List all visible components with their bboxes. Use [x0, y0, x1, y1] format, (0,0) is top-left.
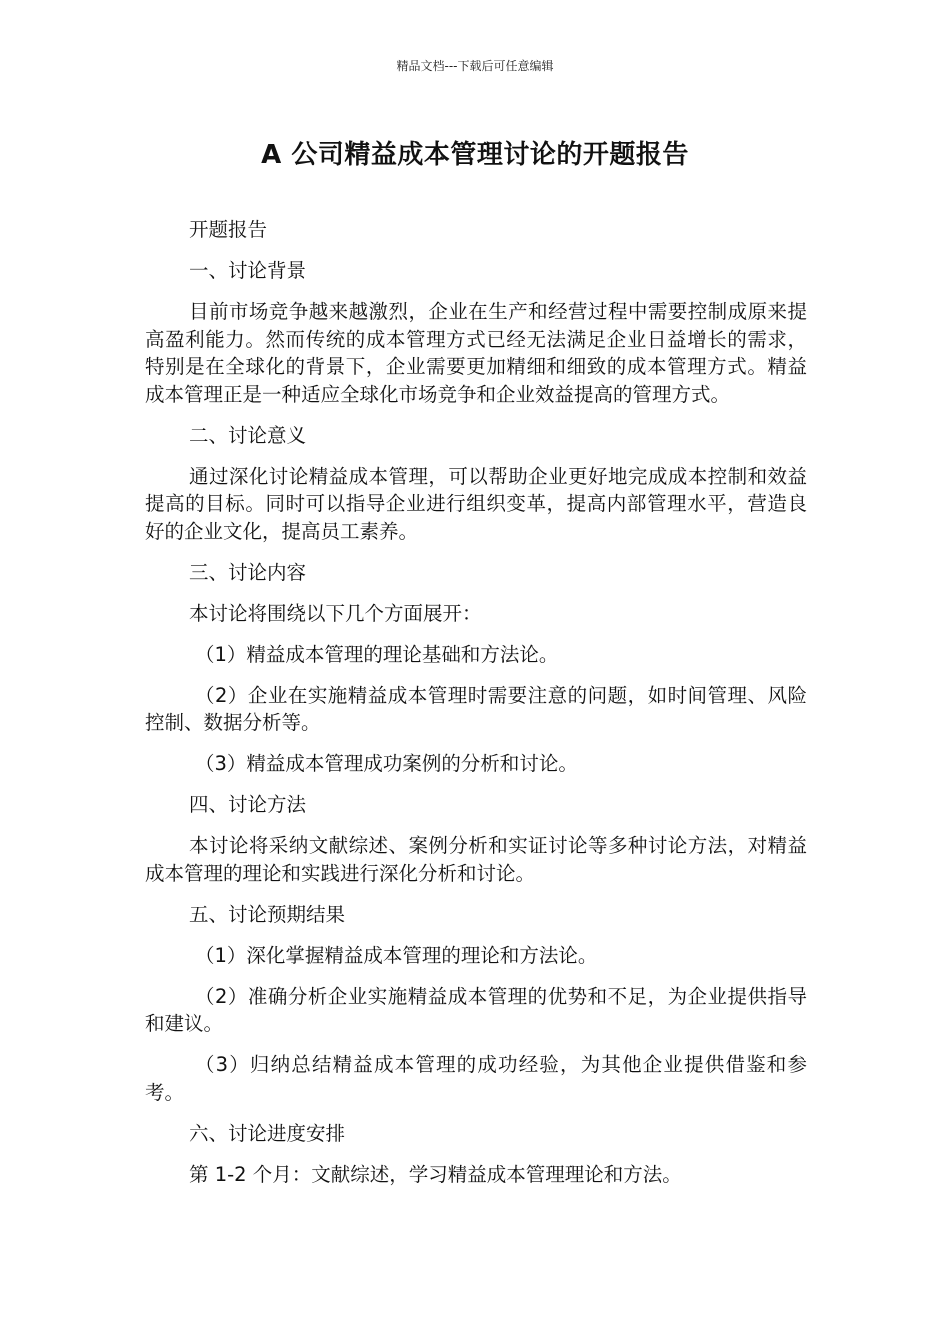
heading-method: 四、讨论方法 [189, 793, 307, 816]
header-note: 精品文档---下载后可任意编辑 [396, 59, 554, 73]
list-item-result-1: （1）深化掌握精益成本管理的理论和方法论。 [195, 943, 598, 967]
list-item-content-3: （3）精益成本管理成功案例的分析和讨论。 [195, 752, 578, 775]
paragraph-method: 本讨论将采纳文献综述、案例分析和实证讨论等多种讨论方法，对精益成本管理的理论和实践进行深化分析和讨论。 [145, 834, 807, 885]
heading-expected-results: 五、讨论预期结果 [189, 902, 346, 926]
section-label-report: 开题报告 [189, 218, 268, 241]
document-title: A 公司精益成本管理讨论的开题报告 [261, 140, 689, 170]
heading-significance: 二、讨论意义 [189, 423, 307, 447]
list-item-result-3: （3）归纳总结精益成本管理的成功经验，为其他企业提供借鉴和参考。 [145, 1053, 807, 1104]
paragraph-content-intro: 本讨论将围绕以下几个方面展开： [189, 601, 482, 625]
list-item-content-1: （1）精益成本管理的理论基础和方法论。 [195, 642, 559, 666]
list-item-content-2: （2）企业在实施精益成本管理时需要注意的问题，如时间管理、风险控制、数据分析等。 [145, 683, 807, 734]
paragraph-background: 目前市场竞争越来越激烈，企业在生产和经营过程中需要控制成原来提高盈利能力。然而传统的成本管理方式已经无法满足企业日益增长的需求，特别是在全球化的背景下，企业需要更加精细和细致的成本管理方式。精益成本管理正是一种适应全球化市场竞争和企业效益提高的管理方式。 [145, 300, 807, 406]
heading-content: 三、讨论内容 [189, 560, 307, 584]
paragraph-significance: 通过深化讨论精益成本管理，可以帮助企业更好地完成成本控制和效益提高的目标。同时可以指导企业进行组织变革，提高内部管理水平，营造良好的企业文化，提高员工素养。 [145, 464, 807, 543]
list-item-result-2: （2）准确分析企业实施精益成本管理的优势和不足，为企业提供指导和建议。 [145, 984, 807, 1035]
heading-schedule: 六、讨论进度安排 [189, 1121, 346, 1145]
paragraph-schedule-1: 第 1-2 个月：文献综述，学习精益成本管理理论和方法。 [189, 1162, 682, 1186]
heading-background: 一、讨论背景 [189, 259, 307, 282]
document-body [145, 216, 807, 1202]
